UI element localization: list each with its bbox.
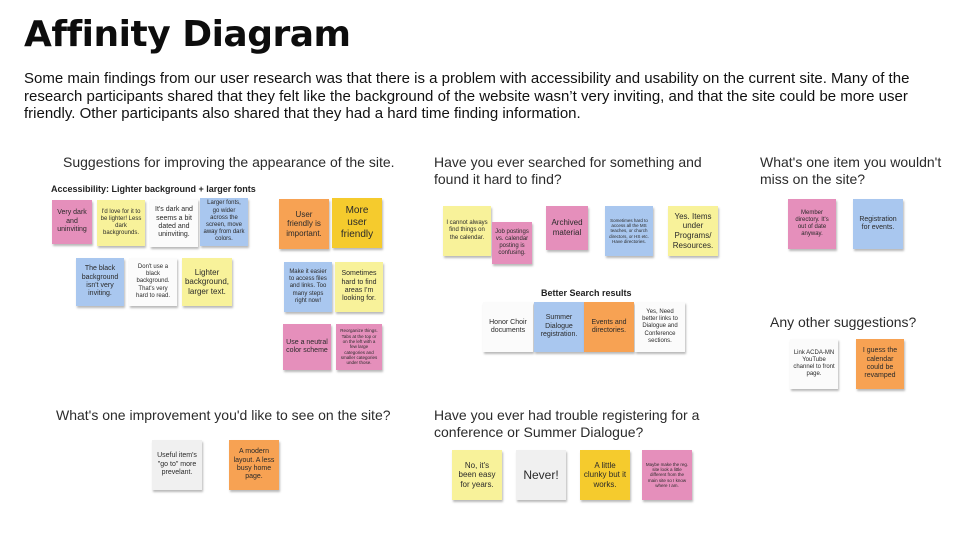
sticky-note: Larger fonts, go wider across the screen, move away from dark colors. <box>200 198 248 246</box>
sticky-note: Link ACDA-MN YouTube channel to front page. <box>790 339 838 389</box>
sticky-note: Maybe make the reg. site look a little different from the main site so I know where I am. <box>642 450 692 500</box>
appearance-subheading: Accessibility: Lighter background + larger fonts <box>51 184 256 194</box>
miss-heading: What's one item you wouldn't miss on the site? <box>760 154 942 187</box>
sticky-note: Sometimes hard to find areas I'm looking for. <box>335 262 383 312</box>
sticky-note: I'd love for it to be lighter! Less dark backgrounds. <box>97 200 145 246</box>
sticky-note: I guess the calendar could be revamped <box>856 339 904 389</box>
search-subheading: Better Search results <box>541 288 632 298</box>
sticky-note: I cannot always find things on the calendar. <box>443 206 491 256</box>
improvement-heading: What's one improvement you'd like to see on the site? <box>56 407 391 423</box>
sticky-note: Lighter background, larger text. <box>182 258 232 306</box>
page-title: Affinity Diagram <box>24 14 351 55</box>
sticky-note: Reorganize things. Tabs at the top or on the left with a few large categories and smaller categories under those. <box>336 324 382 370</box>
search-heading: Have you ever searched for something and found it hard to find? <box>434 154 702 187</box>
sticky-note: User friendly is important. <box>279 199 329 249</box>
sticky-note: Yes. Items under Programs/ Resources. <box>668 206 718 256</box>
sticky-note: Never! <box>516 450 566 500</box>
sticky-note: It's dark and seems a bit dated and uninviting. <box>150 199 198 247</box>
sticky-note: Archived material <box>546 206 588 250</box>
sticky-note: Very dark and uninviting <box>52 200 92 244</box>
sticky-note: Make it easier to access files and links. Too many steps right now! <box>284 262 332 312</box>
sticky-note: The black background isn't very inviting. <box>76 258 124 306</box>
sticky-note: Summer Dialogue registration. <box>534 302 584 352</box>
sticky-note: A little clunky but it works. <box>580 450 630 500</box>
intro-paragraph: Some main findings from our user research was that there is a problem with accessibility and usability on the current site. Many of the research participants shared that they felt like the background of the website wasn’t very inviting, and that the site could be more user friendly. Other participants also shared that they had a hard time finding information. <box>24 70 910 122</box>
sticky-note: Registration for events. <box>853 199 903 249</box>
sticky-note: Honor Choir documents <box>483 302 533 352</box>
sticky-note: Use a neutral color scheme <box>283 324 331 370</box>
appearance-heading: Suggestions for improving the appearance of the site. <box>63 154 395 170</box>
sticky-note: Yes, Need better links to Dialogue and Conference sections. <box>635 302 685 352</box>
sticky-note: More user friendly <box>332 198 382 248</box>
sticky-note: Sometimes hard to access all the MS teaches, or church directors, or HS etc. Have directories. <box>605 206 653 256</box>
sticky-note: Useful item's "go to" more prevelant. <box>152 440 202 490</box>
other-heading: Any other suggestions? <box>770 314 917 330</box>
registering-heading: Have you ever had trouble registering for a conference or Summer Dialogue? <box>434 407 700 440</box>
sticky-note: Job postings vs. calendar posting is confusing. <box>492 222 532 264</box>
sticky-note: Don't use a black background. That's very hard to read. <box>129 258 177 306</box>
sticky-note: A modern layout. A less busy home page. <box>229 440 279 490</box>
sticky-note: Events and directories. <box>584 302 634 352</box>
sticky-note: No, it's been easy for years. <box>452 450 502 500</box>
sticky-note: Member directory. It's out of date anyway. <box>788 199 836 249</box>
